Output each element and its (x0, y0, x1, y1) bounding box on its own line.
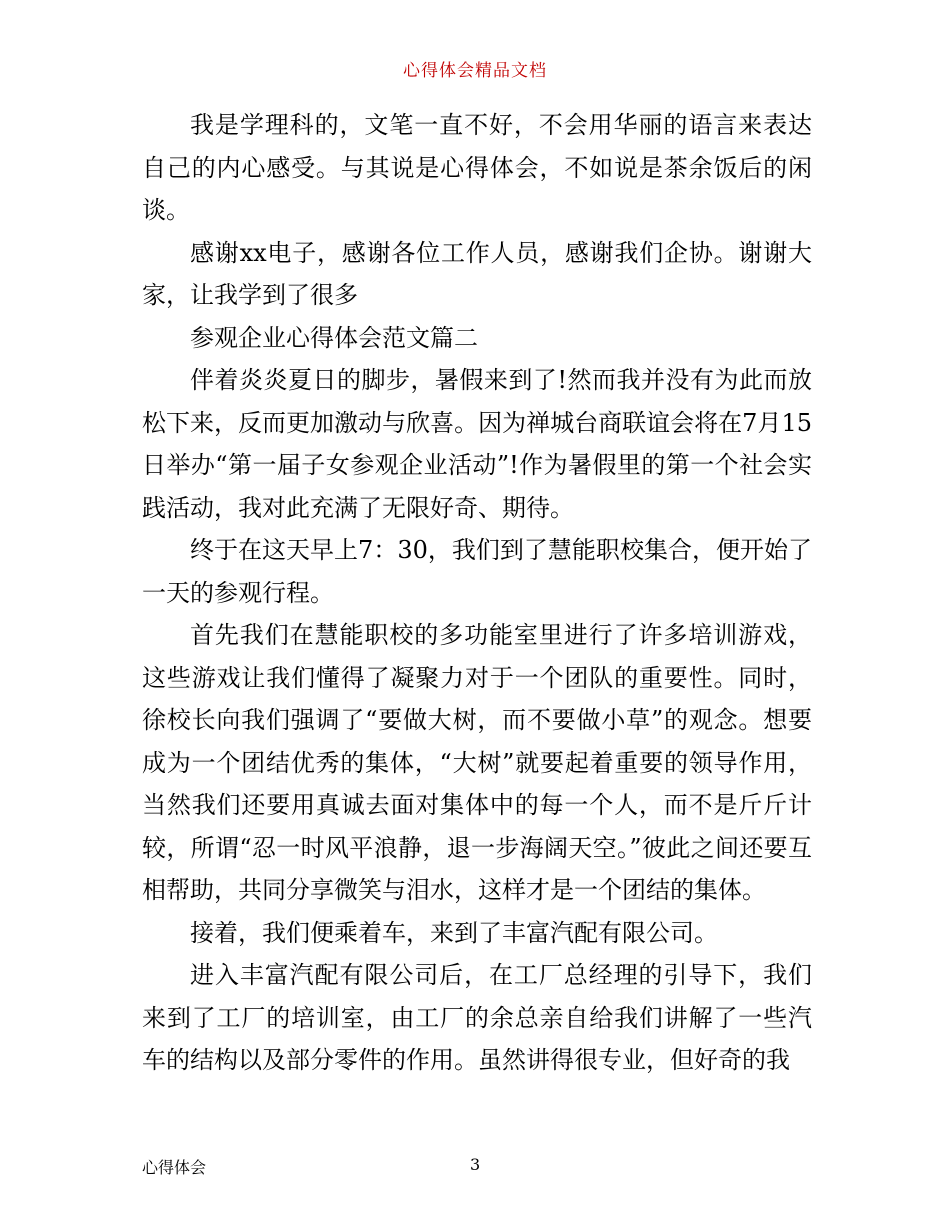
document-body (142, 104, 812, 1082)
paragraph: 我是学理科的，文笔一直不好，不会用华丽的语言来表达自己的内心感受。与其说是心得体会，不如说是茶余饭后的闲谈。 (142, 111, 812, 224)
paragraph: 进入丰富汽配有限公司后，在工厂总经理的引导下，我们来到了工厂的培训室，由工厂的余总亲自给我们讲解了一些汽车的结构以及部分零件的作用。虽然讲得很专业，但好奇的我 (142, 961, 812, 1074)
page-number: 3 (470, 1155, 481, 1174)
paragraph: 伴着炎炎夏日的脚步，暑假来到了!然而我并没有为此而放松下来，反而更加激动与欣喜。因为禅城台商联谊会将在7月15日举办“第一届子女参观企业活动”!作为暑假里的第一个社会实践活动，我对此充满了无限好奇、期待。 (142, 366, 812, 522)
section-heading: 参观企业心得体会范文篇二 (190, 323, 478, 352)
paragraph: 首先我们在慧能职校的多功能室里进行了许多培训游戏，这些游戏让我们懂得了凝聚力对于一个团队的重要性。同时，徐校长向我们强调了“要做大树，而不要做小草”的观念。想要成为一个团结优秀的集体，“大树”就要起着重要的领导作用，当然我们还要用真诚去面对集体中的每一个人，而不是斤斤计较，所谓“忍一时风平浪静，退一步海阔天空。”彼此之间还要互相帮助，共同分享微笑与泪水，这样才是一个团结的集体。 (142, 621, 812, 904)
paragraph: 接着，我们便乘着车，来到了丰富汽配有限公司。 (190, 918, 718, 947)
page-header-title: 心得体会精品文档 (403, 61, 547, 81)
paragraph: 终于在这天早上7：30，我们到了慧能职校集合，便开始了一天的参观行程。 (142, 536, 812, 607)
paragraph: 感谢xx电子，感谢各位工作人员，感谢我们企协。谢谢大家，让我学到了很多 (142, 238, 812, 309)
footer-label: 心得体会 (142, 1158, 207, 1177)
